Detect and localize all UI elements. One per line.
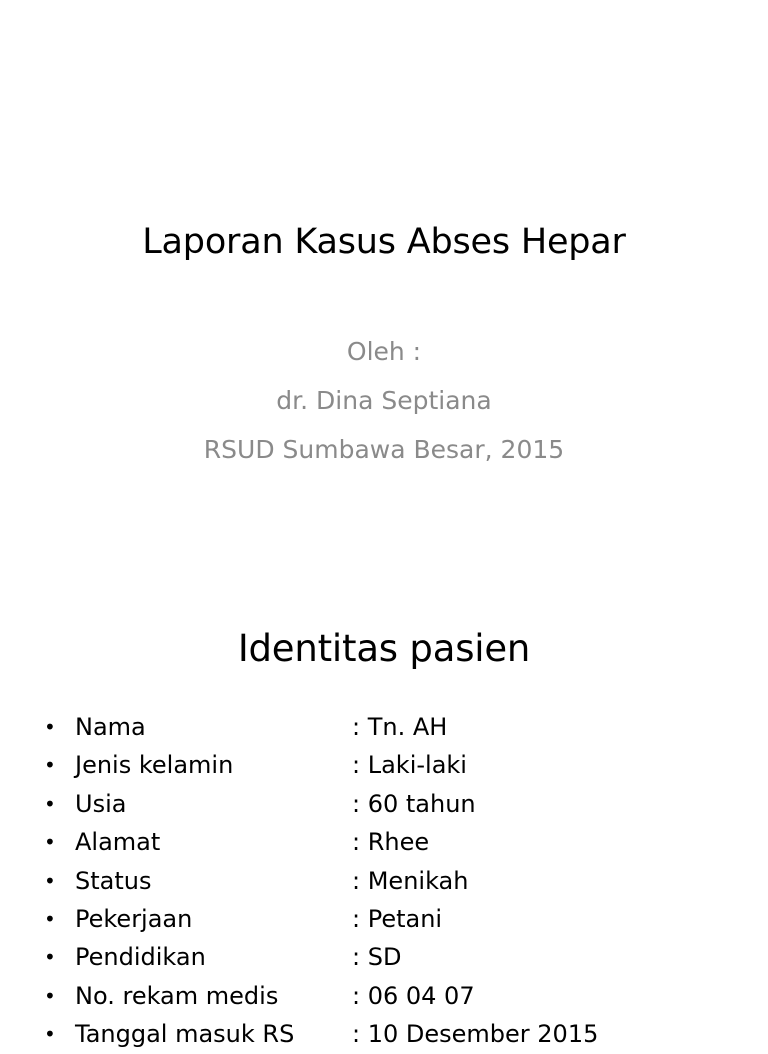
identity-label: Tanggal masuk RS (75, 1020, 295, 1049)
identity-value: : Laki-laki (352, 751, 467, 780)
identity-value: : Rhee (352, 828, 430, 857)
identity-value: : Petani (352, 904, 443, 933)
identity-value: : SD (352, 943, 402, 972)
list-item (0, 785, 768, 823)
identity-label: No. rekam medis (75, 981, 279, 1010)
bullet-icon: • (44, 945, 56, 970)
identity-value: : Tn. AH (352, 713, 448, 741)
list-item (0, 823, 768, 861)
identity-label: Pendidikan (75, 943, 206, 972)
identity-value: : Menikah (352, 866, 469, 895)
list-item (0, 708, 768, 746)
subtitle-line-author: dr. Dina Septiana (276, 386, 492, 415)
bullet-icon: • (44, 868, 56, 893)
identity-label: Nama (75, 713, 146, 741)
bullet-icon: • (44, 753, 56, 778)
list-item (0, 900, 768, 938)
subtitle-line-author-prefix: Oleh : (346, 337, 422, 366)
identity-value: : 10 Desember 2015 (352, 1020, 599, 1049)
identity-list (0, 708, 768, 1054)
identity-value: : 60 tahun (352, 789, 476, 818)
identity-label: Usia (75, 789, 127, 818)
subtitle-line-institution: RSUD Sumbawa Besar, 2015 (203, 435, 565, 464)
list-item (0, 977, 768, 1015)
slide-identity-heading: Identitas pasien (237, 627, 531, 670)
identity-label: Jenis kelamin (75, 751, 234, 780)
list-item (0, 746, 768, 784)
identity-label: Alamat (75, 828, 161, 857)
identity-label: Pekerjaan (75, 904, 193, 933)
identity-value: : 06 04 07 (352, 981, 475, 1010)
slide-subtitle (0, 331, 768, 478)
bullet-icon: • (44, 715, 56, 739)
bullet-icon: • (44, 1022, 56, 1047)
slide-title-heading: Laporan Kasus Abses Hepar (142, 222, 626, 262)
bullet-icon: • (44, 983, 56, 1008)
bullet-icon: • (44, 791, 56, 816)
list-item (0, 938, 768, 976)
slide-patient-identity (0, 576, 768, 1049)
list-item (0, 1015, 768, 1053)
identity-label: Status (75, 866, 152, 895)
list-item (0, 862, 768, 900)
bullet-icon: • (44, 830, 56, 855)
bullet-icon: • (44, 906, 56, 931)
